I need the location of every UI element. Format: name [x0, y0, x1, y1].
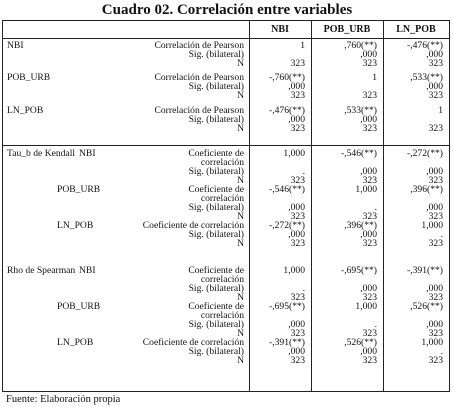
table-cell: 1	[438, 105, 443, 116]
table-cell: 323	[362, 90, 377, 101]
row-variable-label: LN_POB	[57, 337, 94, 348]
statistic-label: Sig. (bilateral)	[188, 283, 244, 294]
table-cell: -,546(**)	[269, 184, 305, 195]
table-cell: 1,000	[421, 220, 443, 231]
statistic-label: N	[237, 355, 244, 366]
table-cell: ,000	[288, 202, 305, 213]
table-cell: ,000	[426, 202, 443, 213]
table-cell: 1,000	[355, 184, 377, 195]
table-cell: -,476(**)	[407, 40, 443, 51]
statistic-label: correlación	[200, 193, 244, 204]
statistic-label: Sig. (bilateral)	[188, 166, 244, 177]
header-pob-urb: POB_URB	[323, 24, 371, 35]
table-cell: -,695(**)	[269, 301, 305, 312]
table-cell: ,396(**)	[410, 184, 443, 195]
row-variable-label: LN_POB	[7, 105, 44, 116]
table-cell: 323	[290, 292, 305, 303]
table-cell: ,000	[288, 346, 305, 357]
table-cell: 323	[290, 211, 305, 222]
statistic-label: Correlación de Pearson	[154, 40, 244, 51]
statistic-label: Sig. (bilateral)	[188, 319, 244, 330]
source-note: Fuente: Elaboración propia	[6, 394, 121, 405]
table-cell: ,000	[360, 283, 377, 294]
statistic-label: N	[237, 58, 244, 69]
method-label: Rho de Spearman	[7, 265, 76, 276]
table-cell: -,546(**)	[341, 148, 377, 159]
table-cell: 323	[290, 175, 305, 186]
table-cell: 323	[362, 175, 377, 186]
table-cell: ,396(**)	[344, 220, 377, 231]
statistic-label: Sig. (bilateral)	[188, 346, 244, 357]
table-cell: ,533(**)	[344, 105, 377, 116]
row-variable-label: NBI	[79, 265, 96, 276]
table-cell: 323	[428, 211, 443, 222]
table-cell: ,000	[426, 319, 443, 330]
statistic-label: N	[237, 238, 244, 249]
statistic-label: N	[237, 90, 244, 101]
correlation-table	[2, 20, 450, 392]
statistic-label: N	[237, 211, 244, 222]
table-cell: 323	[290, 90, 305, 101]
table-cell: -,760(**)	[269, 72, 305, 83]
table-cell: ,000	[360, 114, 377, 125]
table-cell: 323	[428, 292, 443, 303]
table-cell: 323	[362, 355, 377, 366]
statistic-label: Correlación de Pearson	[154, 72, 244, 83]
table-cell: 1,000	[283, 148, 305, 159]
statistic-label: Sig. (bilateral)	[188, 81, 244, 92]
table-cell: -,476(**)	[269, 105, 305, 116]
table-cell: 323	[428, 123, 443, 134]
statistic-label: N	[237, 175, 244, 186]
table-cell: 323	[362, 328, 377, 339]
table-cell: ,000	[360, 49, 377, 60]
table-cell: 323	[290, 58, 305, 69]
table-cell: ,000	[360, 229, 377, 240]
section-divider	[3, 145, 449, 146]
statistic-label: correlación	[200, 157, 244, 168]
table-cell: 323	[362, 123, 377, 134]
table-cell: 1	[372, 72, 377, 83]
statistic-label: Sig. (bilateral)	[188, 114, 244, 125]
table-cell: ,526(**)	[410, 301, 443, 312]
table-cell: 323	[428, 90, 443, 101]
table-cell: 323	[290, 355, 305, 366]
table-cell: -,272(**)	[269, 220, 305, 231]
table-cell: 1	[300, 40, 305, 51]
table-cell: 323	[428, 328, 443, 339]
statistic-label: Coeficiente de correlación	[142, 337, 244, 348]
table-cell: .	[374, 319, 377, 330]
table-cell: ,000	[426, 283, 443, 294]
table-cell: .	[302, 166, 305, 177]
table-cell: ,000	[288, 114, 305, 125]
table-cell: 1,000	[421, 337, 443, 348]
table-cell: ,000	[426, 49, 443, 60]
table-cell: ,000	[360, 346, 377, 357]
table-cell: 323	[290, 123, 305, 134]
header-ln-pob: LN_POB	[396, 24, 436, 35]
header-nbi: NBI	[271, 24, 289, 35]
table-cell: -,391(**)	[269, 337, 305, 348]
table-cell: ,000	[426, 166, 443, 177]
statistic-label: N	[237, 328, 244, 339]
statistic-label: N	[237, 292, 244, 303]
table-cell: 323	[362, 238, 377, 249]
statistic-label: Coeficiente de	[188, 148, 244, 159]
statistic-label: Coeficiente de	[188, 184, 244, 195]
statistic-label: Correlación de Pearson	[154, 105, 244, 116]
table-title: Cuadro 02. Correlación entre variables	[101, 2, 353, 18]
statistic-label: Sig. (bilateral)	[188, 229, 244, 240]
table-cell: 323	[362, 58, 377, 69]
row-variable-label: NBI	[7, 40, 24, 51]
table-cell: 323	[428, 175, 443, 186]
table-cell: -,695(**)	[341, 265, 377, 276]
statistic-label: Sig. (bilateral)	[188, 49, 244, 60]
statistic-label: Coeficiente de correlación	[142, 220, 244, 231]
table-cell: ,000	[360, 166, 377, 177]
table-cell: 1,000	[355, 301, 377, 312]
statistic-label: Coeficiente de	[188, 301, 244, 312]
table-cell: 323	[428, 58, 443, 69]
table-cell: .	[374, 202, 377, 213]
row-variable-label: POB_URB	[57, 301, 101, 312]
row-variable-label: NBI	[79, 148, 96, 159]
row-variable-label: POB_URB	[7, 72, 51, 83]
table-cell: -,272(**)	[407, 148, 443, 159]
table-cell: 323	[362, 211, 377, 222]
row-variable-label: POB_URB	[57, 184, 101, 195]
table-cell: ,000	[288, 229, 305, 240]
statistic-label: correlación	[200, 274, 244, 285]
table-cell: 323	[428, 355, 443, 366]
statistic-label: N	[237, 123, 244, 134]
table-cell: .	[440, 229, 443, 240]
table-cell: ,000	[288, 81, 305, 92]
table-cell: ,000	[426, 81, 443, 92]
table-cell: .	[440, 346, 443, 357]
statistic-label: Sig. (bilateral)	[188, 202, 244, 213]
table-cell: 323	[428, 238, 443, 249]
table-cell: 323	[290, 238, 305, 249]
table-cell: 323	[362, 292, 377, 303]
method-label: Tau_b de Kendall	[7, 148, 76, 159]
table-cell: -,391(**)	[407, 265, 443, 276]
table-cell: .	[302, 283, 305, 294]
row-variable-label: LN_POB	[57, 220, 94, 231]
table-cell: ,760(**)	[344, 40, 377, 51]
statistic-label: correlación	[200, 310, 244, 321]
table-cell: 323	[290, 328, 305, 339]
table-cell: ,000	[288, 319, 305, 330]
table-cell: 1,000	[283, 265, 305, 276]
statistic-label: Coeficiente de	[188, 265, 244, 276]
table-cell: ,533(**)	[410, 72, 443, 83]
table-cell: ,526(**)	[344, 337, 377, 348]
